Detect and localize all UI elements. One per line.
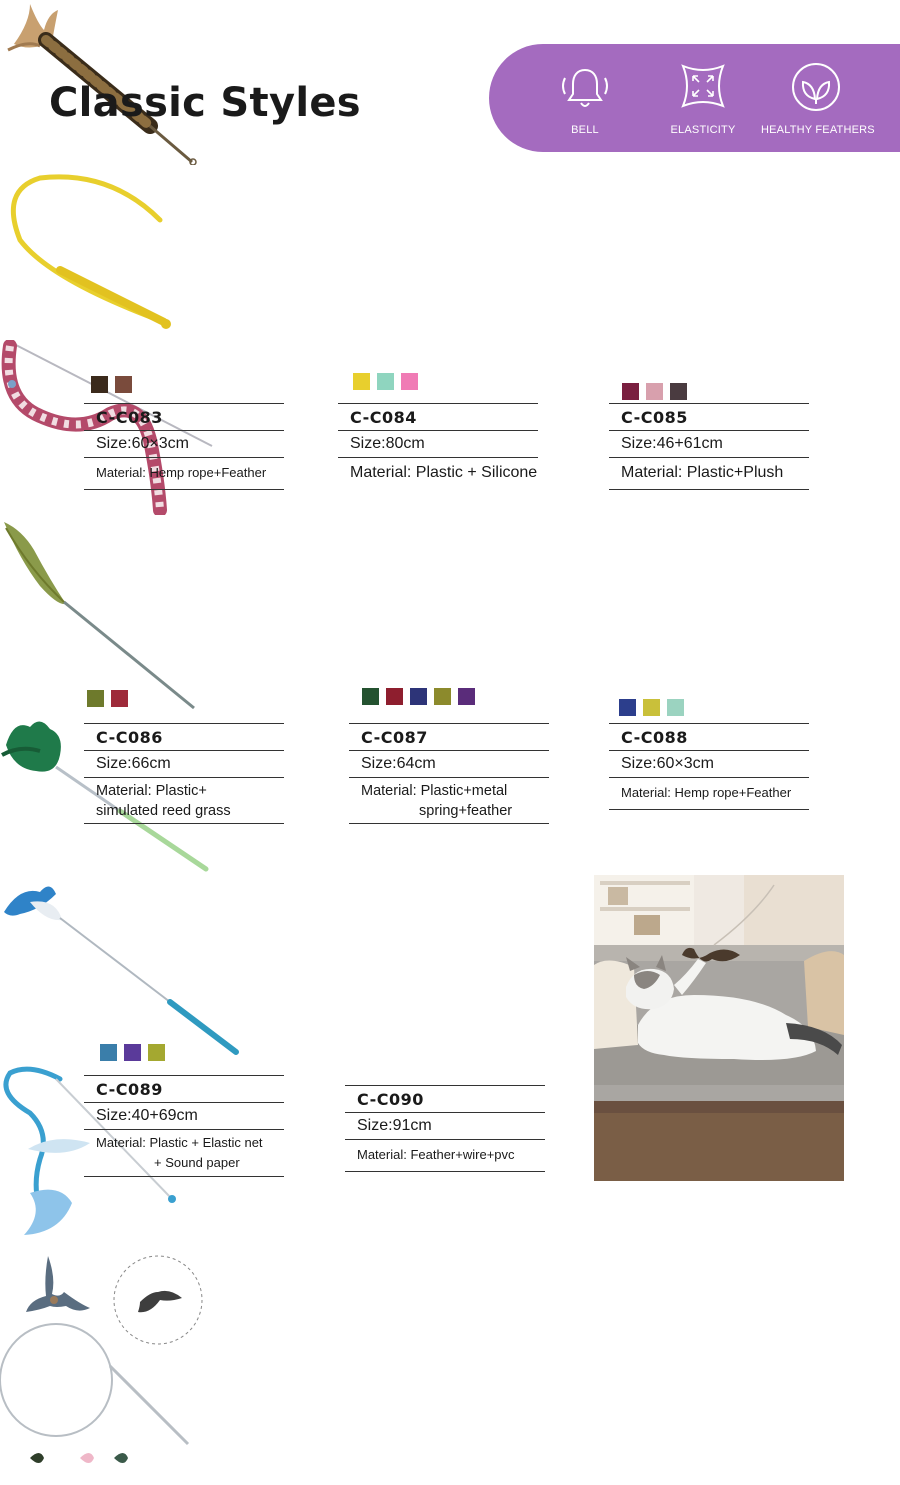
wire-net-wand-image: [0, 1248, 210, 1480]
silicone-wand-image: [0, 170, 180, 335]
color-swatch[interactable]: [87, 690, 104, 707]
product-code: C-C088: [621, 728, 688, 747]
product-info: [609, 403, 809, 490]
product-code: C-C083: [96, 408, 163, 427]
feature-elasticity: ELASTICITY: [648, 62, 758, 136]
color-swatch[interactable]: [667, 699, 684, 716]
color-swatches: [353, 373, 418, 390]
color-swatch[interactable]: [410, 688, 427, 705]
product-code: C-C086: [96, 728, 163, 747]
color-swatch[interactable]: [91, 376, 108, 393]
color-swatch[interactable]: [401, 373, 418, 390]
elasticity-icon: [673, 62, 733, 114]
feature-healthy-feathers: HEALTHY FEATHERS: [761, 62, 871, 136]
color-swatch[interactable]: [646, 383, 663, 400]
bell-icon: [555, 62, 615, 114]
product-info: [84, 403, 284, 490]
color-swatch[interactable]: [619, 699, 636, 716]
color-swatches: [362, 688, 475, 705]
product-material: Material: Plastic+Plush: [621, 464, 784, 481]
product-info: [84, 1075, 284, 1177]
product-size: Size:46+61cm: [621, 435, 723, 452]
color-swatch[interactable]: [148, 1044, 165, 1061]
color-swatch[interactable]: [124, 1044, 141, 1061]
product-size: Size:64cm: [361, 755, 436, 772]
product-code: C-C090: [357, 1090, 424, 1109]
product-info: [345, 1085, 545, 1172]
product-material: Material: Hemp rope+Feather: [96, 465, 267, 480]
product-size: Size:80cm: [350, 435, 425, 452]
product-size: Size:60×3cm: [621, 755, 714, 772]
product-code: C-C087: [361, 728, 428, 747]
color-swatch[interactable]: [100, 1044, 117, 1061]
product-material: Material: Plastic+ simulated reed grass: [96, 783, 231, 819]
product-code: C-C089: [96, 1080, 163, 1099]
color-swatch[interactable]: [670, 383, 687, 400]
product-info: [338, 403, 538, 489]
color-swatches: [87, 690, 128, 707]
color-swatch[interactable]: [458, 688, 475, 705]
color-swatches: [619, 699, 684, 716]
color-swatches: [100, 1044, 165, 1061]
product-size: Size:91cm: [357, 1117, 432, 1134]
blue-feather-wand-image: [0, 880, 240, 1058]
product-code: C-C085: [621, 408, 688, 427]
color-swatch[interactable]: [386, 688, 403, 705]
color-swatch[interactable]: [353, 373, 370, 390]
leaf-icon: [786, 62, 846, 114]
product-material: Material: Plastic + Silicone: [350, 464, 538, 481]
product-info: [349, 723, 549, 824]
product-material: Material: Plastic+metal spring+feather: [361, 783, 513, 819]
product-material: Material: Feather+wire+pvc: [357, 1147, 515, 1162]
product-size: Size:66cm: [96, 755, 171, 772]
color-swatch[interactable]: [377, 373, 394, 390]
color-swatch[interactable]: [362, 688, 379, 705]
color-swatches: [622, 383, 687, 400]
product-info: [609, 723, 809, 810]
product-code: C-C084: [350, 408, 417, 427]
color-swatch[interactable]: [111, 690, 128, 707]
feature-bell: BELL: [530, 62, 640, 136]
features-banner: [489, 44, 900, 152]
page-title: Classic Styles: [49, 80, 361, 126]
color-swatch[interactable]: [622, 383, 639, 400]
product-material: Material: Hemp rope+Feather: [621, 785, 792, 800]
product-info: [84, 723, 284, 824]
product-material: Material: Plastic + Elastic net + Sound paper: [96, 1135, 263, 1170]
product-size: Size:40+69cm: [96, 1107, 198, 1124]
product-size: Size:60×3cm: [96, 435, 189, 452]
reed-grass-wand-image: [0, 520, 200, 710]
color-swatches: [91, 376, 132, 393]
color-swatch[interactable]: [115, 376, 132, 393]
color-swatch[interactable]: [643, 699, 660, 716]
cat-playing-photo: [594, 875, 844, 1181]
color-swatch[interactable]: [434, 688, 451, 705]
